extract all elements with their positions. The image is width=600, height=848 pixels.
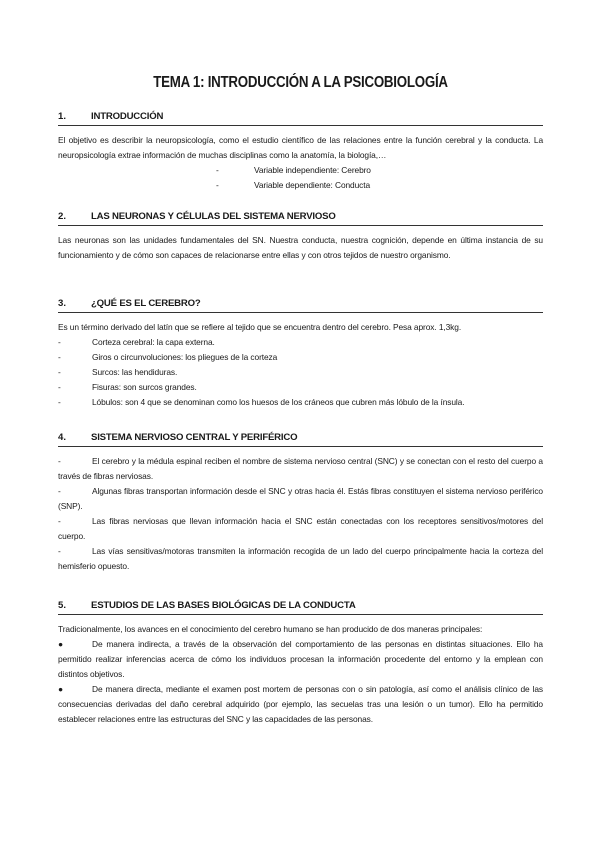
section-heading: [58, 297, 543, 313]
section-number: 3.: [58, 298, 67, 309]
list-item: [58, 163, 543, 178]
list-item-text: De manera indirecta, a través de la observación del comportamiento de las personas en distintas situaciones. Ello ha permitido realizar inferencias acerca de cómo los individuos procesan la información procedente del entorno y la emplean con distintos objetivos.: [58, 639, 543, 679]
paragraph: Tradicionalmente, los avances en el conocimiento del cerebro humano se han producido de dos maneras principales:: [58, 624, 483, 634]
list-item: [58, 637, 543, 682]
section-title: ¿QUÉ ES EL CEREBRO?: [91, 298, 201, 309]
list-item-text: Algunas fibras transportan información desde el SNC y otras hacia él. Estás fibras constituyen el sistema nervioso periférico (SNP).: [58, 486, 543, 511]
list-item-text: Corteza cerebral: la capa externa.: [92, 337, 215, 347]
list-item-text: Las vías sensitivas/motoras transmiten la información recogida de un lado del cuerpo principalmente hacia la corteza del hemisferio opuesto.: [58, 546, 543, 571]
bullet-marker: ●: [58, 684, 63, 694]
list-item-text: Surcos: las hendiduras.: [92, 367, 178, 377]
section-title: SISTEMA NERVIOSO CENTRAL Y PERIFÉRICO: [91, 432, 298, 443]
dash-marker: -: [58, 397, 61, 407]
paragraph: El objetivo es describir la neuropsicología, como el estudio científico de las relaciones entre la función cerebral y la conducta. La neuropsicología extrae información de muchas disciplinas como la anatomía, la biología,…: [58, 135, 543, 160]
section-heading: [58, 210, 543, 226]
section-title: ESTUDIOS DE LAS BASES BIOLÓGICAS DE LA CONDUCTA: [91, 600, 356, 611]
dash-marker: -: [58, 367, 61, 377]
list-item-text: De manera directa, mediante el examen post mortem de personas con o sin patología, así como el análisis clínico de las consecuencias derivadas del daño cerebral adquirido (por ejemplo, las secuelas tras una lesión o un tumor). Ello ha permitido establecer relaciones entre las estructuras del SNC y las capacidades de las personas.: [58, 684, 543, 724]
section-heading: [58, 599, 543, 615]
list-item-text: Variable dependiente: Conducta: [254, 180, 371, 190]
section-neuronas: [58, 210, 543, 263]
paragraph: Es un término derivado del latín que se refiere al tejido que se encuentra dentro del cerebro. Pesa aprox. 1,3kg.: [58, 322, 462, 332]
bullet-marker: ●: [58, 639, 63, 649]
section-introduccion: [58, 110, 543, 193]
list-item-text: Las fibras nerviosas que llevan información hacia el SNC están conectadas con los receptores sensitivos/motores del cuerpo.: [58, 516, 543, 541]
section-estudios: [58, 599, 543, 727]
dash-marker: -: [58, 456, 61, 466]
list-item: [58, 350, 543, 365]
section-cerebro: [58, 297, 543, 410]
section-number: 4.: [58, 432, 67, 443]
dash-marker: -: [58, 352, 61, 362]
list-item: [58, 395, 543, 410]
list-item-text: Lóbulos: son 4 que se denominan como los huesos de los cráneos que cubren más lóbulo de la ínsula.: [92, 397, 465, 407]
list-item: [58, 454, 543, 484]
dash-marker: -: [58, 382, 61, 392]
list-item: [58, 365, 543, 380]
list-item: [58, 380, 543, 395]
section-title: LAS NEURONAS Y CÉLULAS DEL SISTEMA NERVIOSO: [91, 211, 336, 222]
list-item-text: El cerebro y la médula espinal reciben el nombre de sistema nervioso central (SNC) y se conectan con el resto del cuerpo a través de fibras nerviosas.: [58, 456, 543, 481]
section-title: INTRODUCCIÓN: [91, 111, 164, 122]
section-number: 5.: [58, 600, 67, 611]
section-number: 1.: [58, 111, 67, 122]
list-item-text: Fisuras: son surcos grandes.: [92, 382, 197, 392]
dash-marker: -: [58, 486, 61, 496]
dash-marker: -: [216, 180, 219, 190]
dash-marker: -: [58, 546, 61, 556]
dash-marker: -: [58, 516, 61, 526]
page-title: TEMA 1: INTRODUCCIÓN A LA PSICOBIOLOGÍA: [153, 74, 448, 91]
list-item: [58, 178, 543, 193]
section-heading: [58, 431, 543, 447]
section-heading: [58, 110, 543, 126]
section-number: 2.: [58, 211, 67, 222]
section-sistema-nervioso: [58, 431, 543, 574]
list-item: [58, 544, 543, 574]
dash-marker: -: [58, 337, 61, 347]
list-item-text: Giros o circunvoluciones: los pliegues de la corteza: [92, 352, 278, 362]
list-item: [58, 484, 543, 514]
dash-marker: -: [216, 165, 219, 175]
list-item: [58, 682, 543, 727]
paragraph: Las neuronas son las unidades fundamentales del SN. Nuestra conducta, nuestra cognición, depende en última instancia de su funcionamiento y de cómo son capaces de relacionarse entre ellas y con otros tejidos de nuestro organismo.: [58, 235, 543, 260]
list-item-text: Variable independiente: Cerebro: [254, 165, 371, 175]
list-item: [58, 514, 543, 544]
list-item: [58, 335, 543, 350]
